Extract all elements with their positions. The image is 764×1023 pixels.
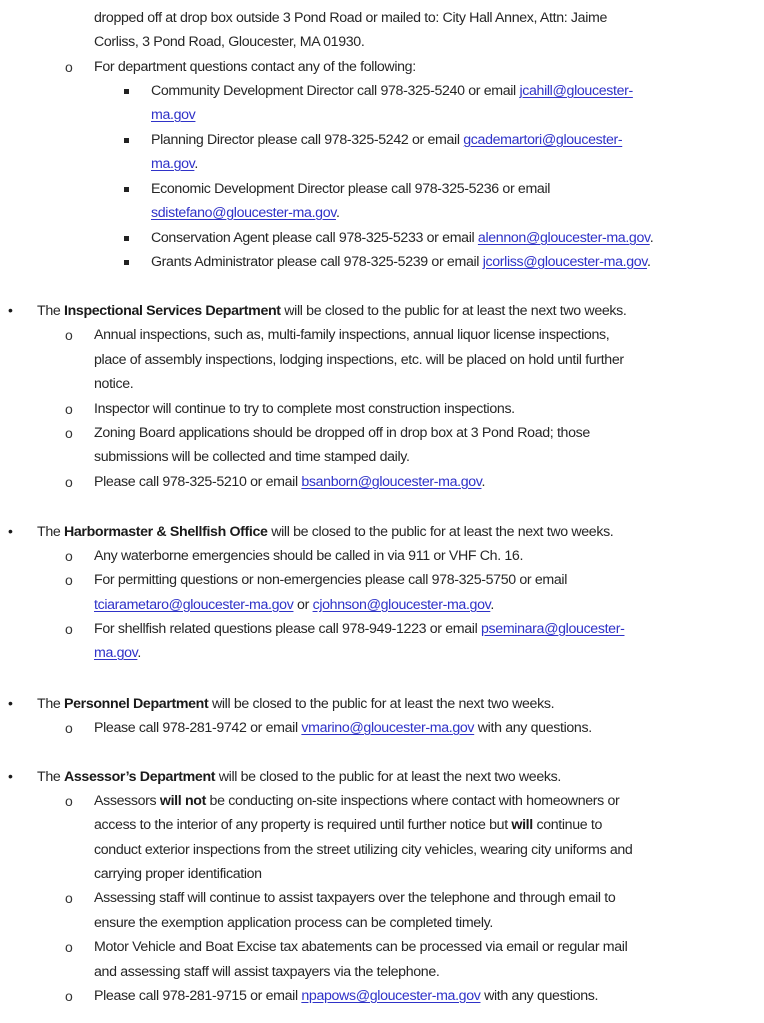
email-link-gcademartori[interactable]: gcademartori@gloucester- [463,132,623,148]
sub-bullet-icon: o [65,425,73,441]
email-link-jcahill[interactable]: jcahill@gloucester- [519,83,633,99]
contact-item [151,79,633,103]
email-link-jcahill-cont[interactable]: ma.gov [151,107,196,123]
email-link-gcademartori-cont[interactable]: ma.gov [151,156,195,172]
contact-text: Planning Director please call 978-325-5242 or email [151,132,464,148]
punct: . [647,254,651,270]
list-item: Motor Vehicle and Boat Excise tax abatements can be processed via email or regular mail [94,939,628,955]
list-item [94,617,624,641]
contact-text: Conservation Agent please call 978-325-5233 or email [151,230,478,246]
department-name: Harbormaster & Shellfish Office [64,524,268,540]
item-text: continue to [532,817,603,833]
punct: . [335,205,340,221]
department-name: Inspectional Services Department [64,303,281,319]
sub-bullet-icon: o [65,720,73,736]
email-link-vmarino[interactable]: vmarino@gloucester-ma.gov [301,720,475,736]
sub-bullet-icon: o [65,572,73,588]
list-item-cont: submissions will be collected and time stamped daily. [94,449,410,465]
list-item-cont [94,813,602,837]
list-item-cont: notice. [94,376,134,392]
list-item-cont [94,641,141,665]
section-heading-personnel [37,692,554,716]
list-item-cont: conduct exterior inspections from the street utilizing city vehicles, wearing city uniforms and [94,842,633,858]
contact-item [151,250,651,274]
email-link-tciarametaro[interactable]: tciarametaro@gloucester-ma.gov [94,597,294,613]
email-link-cjohnson[interactable]: cjohnson@gloucester-ma.gov [312,597,491,613]
item-text: be conducting on-site inspections where contact with homeowners or [205,793,620,809]
contact-item: Economic Development Director please call 978-325-5236 or email [151,181,551,197]
email-link-bsanborn[interactable]: bsanborn@gloucester-ma.gov [301,474,482,490]
contact-item-cont [151,152,198,176]
heading-text: The [37,524,64,540]
email-link-npapows[interactable]: npapows@gloucester-ma.gov [301,988,481,1004]
sub-bullet-icon: o [65,793,73,809]
list-item-cont: and assessing staff will assist taxpayers via the telephone. [94,964,440,980]
list-item-cont: place of assembly inspections, lodging inspections, etc. will be placed on hold until further [94,352,624,368]
email-link-sdistefano[interactable]: sdistefano@gloucester-ma.gov [151,205,336,221]
email-link-alennon[interactable]: alennon@gloucester-ma.gov [477,230,650,246]
item-text: Please call 978-281-9715 or email [94,988,302,1004]
list-item: Annual inspections, such as, multi-family inspections, annual liquor license inspections, [94,327,610,343]
contact-item [151,128,622,152]
email-link-jcorliss[interactable]: jcorliss@gloucester-ma.gov [482,254,647,270]
sub-bullet-icon: o [65,988,73,1004]
list-item: Any waterborne emergencies should be called in via 911 or VHF Ch. 16. [94,548,524,564]
list-item [94,789,619,813]
contact-item-cont [151,201,340,225]
heading-text: The [37,696,64,712]
section-heading-harbormaster [37,520,613,544]
item-text: For shellfish related questions please call 978-949-1223 or email [94,621,481,637]
bullet-icon: • [8,302,13,318]
punct: . [481,474,486,490]
sub-bullet-icon: o [65,621,73,637]
heading-text: will be closed to the public for at least the next two weeks. [208,696,555,712]
item-text: with any questions. [474,720,592,736]
heading-text: The [37,769,64,785]
contacts-heading: For department questions contact any of the following: [94,59,416,75]
section-heading-assessors [37,765,561,789]
list-item: Assessing staff will continue to assist taxpayers over the telephone and through email to [94,890,616,906]
sub-bullet-icon: o [65,474,73,490]
list-item: Inspector will continue to try to complete most construction inspections. [94,401,515,417]
item-text: access to the interior of any property is required until further notice but [94,817,512,833]
item-text: Please call 978-325-5210 or email [94,474,302,490]
section-heading-inspectional [37,299,626,323]
sub-bullet-icon: o [65,939,73,955]
heading-text: will be closed to the public for at least the next two weeks. [267,524,614,540]
list-item: For permitting questions or non-emergencies please call 978-325-5750 or email [94,572,568,588]
sub-bullet-icon: o [65,890,73,906]
square-bullet-icon [124,187,129,192]
emphasis: will [511,817,533,833]
department-name: Assessor’s Department [64,769,216,785]
emphasis: will not [159,793,206,809]
punct: . [490,597,494,613]
list-item [94,716,592,740]
contact-item-cont [151,103,195,127]
list-item [94,984,598,1008]
list-item-cont [94,593,494,617]
contact-item [151,226,653,250]
heading-text: will be closed to the public for at least the next two weeks. [280,303,627,319]
punct: . [194,156,198,172]
list-item: Zoning Board applications should be dropped off in drop box at 3 Pond Road; those [94,425,590,441]
punct: . [137,645,141,661]
square-bullet-icon [124,138,129,143]
contact-text: Grants Administrator please call 978-325-5239 or email [151,254,483,270]
item-text: with any questions. [480,988,599,1004]
heading-text: will be closed to the public for at least the next two weeks. [215,769,561,785]
sub-bullet-icon: o [65,327,73,343]
heading-text: The [37,303,64,319]
list-item-cont: ensure the exemption application process can be completed timely. [94,915,493,931]
sub-bullet-icon: o [65,401,73,417]
email-link-pseminara[interactable]: pseminara@gloucester- [481,621,625,637]
department-name: Personnel Department [64,696,209,712]
item-text: Please call 978-281-9742 or email [94,720,302,736]
intro-text-line: Corliss, 3 Pond Road, Gloucester, MA 01930. [94,34,365,50]
square-bullet-icon [124,260,129,265]
sub-bullet-icon: o [65,59,73,75]
item-text: Assessors [94,793,160,809]
sub-bullet-icon: o [65,548,73,564]
bullet-icon: • [8,523,13,539]
bullet-icon: • [8,695,13,711]
email-link-pseminara-cont[interactable]: ma.gov [94,645,138,661]
square-bullet-icon [124,89,129,94]
list-item-cont: carrying proper identification [94,866,262,882]
item-text: or [293,597,313,613]
square-bullet-icon [124,236,129,241]
intro-text-line: dropped off at drop box outside 3 Pond Road or mailed to: City Hall Annex, Attn: Jaime [94,10,608,26]
contact-text: Community Development Director call 978-325-5240 or email [151,83,520,99]
bullet-icon: • [8,768,13,784]
list-item [94,470,485,494]
punct: . [649,230,654,246]
